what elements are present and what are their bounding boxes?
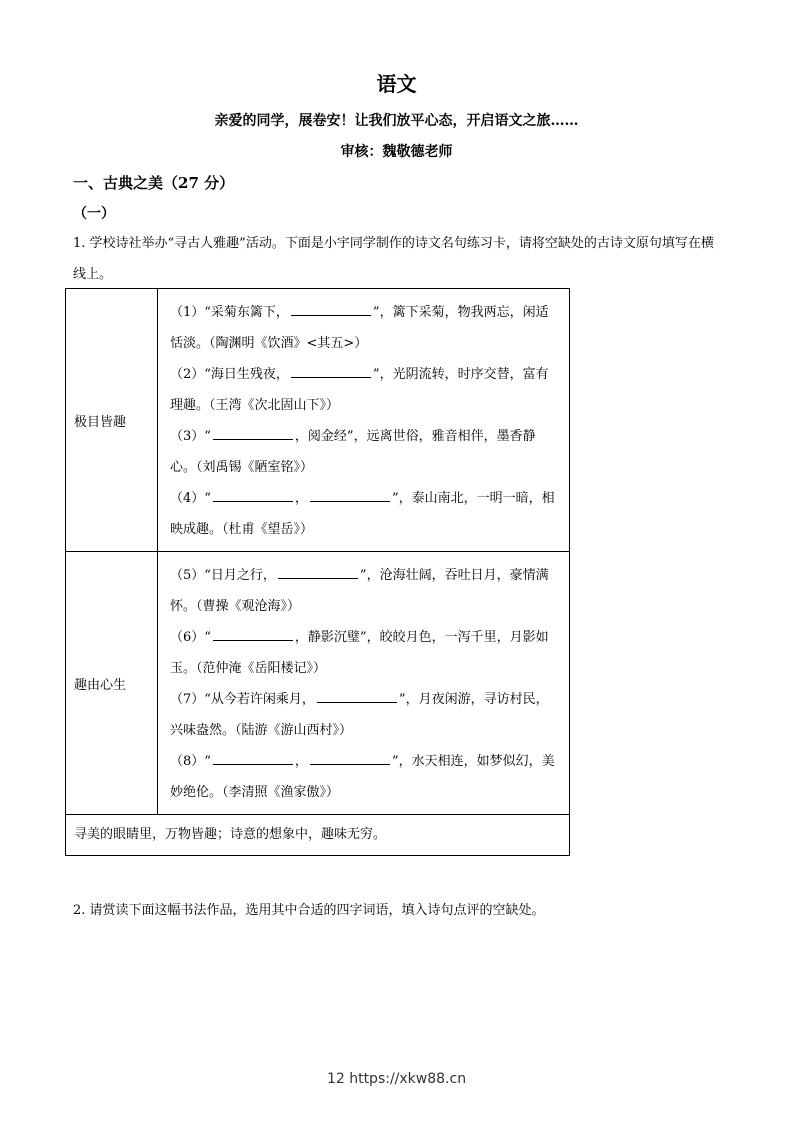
- card-item-8: [170, 746, 561, 808]
- item-text-after: ”，篱下采菊，物我两忘，闲适恬淡。（陶渊明《饮酒》<其五>）: [170, 305, 549, 351]
- item-text-before: （1）“采菊东篱下，: [170, 305, 289, 320]
- item-text-before: （3）“: [170, 429, 211, 444]
- card-item-7: [170, 684, 561, 746]
- page-footer: 12 https://xkw88.cn: [326, 1071, 467, 1087]
- card-items: [158, 552, 570, 815]
- reviewer-line: 审核：魏敬德老师: [340, 144, 453, 160]
- item-text-after: ，静影沉璧”，皎皎月色，一泻千里，月影如玉。（范仲淹《岳阳楼记》）: [170, 630, 549, 676]
- category-label: 极目皆趣: [66, 289, 158, 552]
- section-heading: 一、古典之美（27 分）: [73, 174, 235, 192]
- question-2-text: 2. 请赏读下面这幅书法作品，选用其中合适的四字词语，填入诗句点评的空缺处。: [73, 903, 545, 918]
- card-item-3: [170, 421, 561, 483]
- answer-blank[interactable]: [291, 364, 371, 378]
- item-text-before: （5）“日月之行，: [170, 568, 276, 583]
- card-item-4: [170, 483, 561, 545]
- item-text-middle: ，: [294, 754, 308, 769]
- card-group-1: [66, 289, 570, 552]
- answer-blank[interactable]: [213, 627, 293, 641]
- item-text-after: ”，月夜闲游，寻访村民，兴味盎然。（陆游《游山西村》）: [170, 692, 549, 738]
- card-group-2: [66, 552, 570, 815]
- answer-blank[interactable]: [213, 426, 293, 440]
- card-item-6: [170, 622, 561, 684]
- item-text-after: ，阅金经”，远离世俗，雅音相伴，墨香静心。（刘禹锡《陋室铭》）: [170, 429, 536, 475]
- item-text-before: （4）“: [170, 491, 211, 506]
- answer-blank[interactable]: [213, 488, 293, 502]
- card-footer-row: [66, 815, 570, 856]
- card-item-2: [170, 359, 561, 421]
- item-text-after: ”，沧海壮阔，吞吐日月，豪情满怀。（曹操《观沧海》）: [170, 568, 549, 614]
- item-text-before: （2）“海日生残夜，: [170, 367, 289, 382]
- item-text-before: （7）“从今若许闲乘月，: [170, 692, 315, 707]
- answer-blank[interactable]: [310, 488, 390, 502]
- card-item-1: [170, 297, 561, 359]
- page-title: 语文: [376, 72, 417, 96]
- card-footer-text: 寻美的眼睛里，万物皆趣；诗意的想象中，趣味无穷。: [66, 815, 570, 856]
- answer-blank[interactable]: [317, 689, 397, 703]
- answer-blank[interactable]: [278, 565, 358, 579]
- item-text-before: （6）“: [170, 630, 211, 645]
- poetry-practice-card: [65, 288, 570, 856]
- item-text-after: ”，水天相连，如梦似幻，美妙绝伦。（李清照《渔家傲》）: [170, 754, 555, 800]
- answer-blank[interactable]: [291, 302, 371, 316]
- answer-blank[interactable]: [310, 751, 390, 765]
- answer-blank[interactable]: [213, 751, 293, 765]
- subsection-heading: （一）: [73, 206, 115, 222]
- item-text-before: （8）“: [170, 754, 211, 769]
- question-1-text: 1. 学校诗社举办“寻古人雅趣”活动。下面是小宇同学制作的诗文名句练习卡，请将空缺处的古诗文原句填写在横线上。: [73, 236, 714, 282]
- card-item-5: [170, 560, 561, 622]
- item-text-after: ”，光阴流转，时序交替，富有理趣。（王湾《次北固山下》）: [170, 367, 549, 413]
- category-label: 趣由心生: [66, 552, 158, 815]
- page-subtitle: 亲爱的同学，展卷安！让我们放平心态，开启语文之旅……: [214, 113, 579, 129]
- item-text-after: ”，泰山南北，一明一暗，相映成趣。（杜甫《望岳》）: [170, 491, 555, 537]
- card-items: [158, 289, 570, 552]
- item-text-middle: ，: [294, 491, 308, 506]
